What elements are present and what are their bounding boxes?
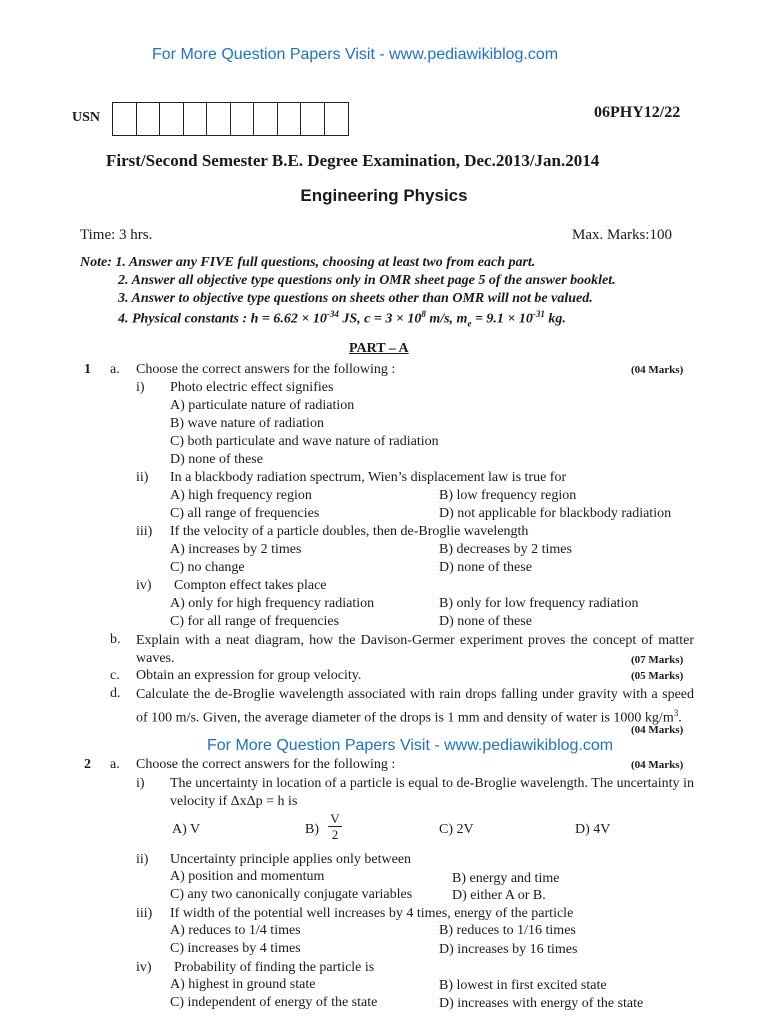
- q1-iii-option-a: A) increases by 2 times: [170, 542, 302, 557]
- q2-i-option-d: D) 4V: [575, 822, 611, 837]
- q1-c-marks: (05 Marks): [631, 670, 684, 682]
- q1-c-text: Obtain an expression for group velocity.: [136, 668, 362, 683]
- q1-ii-label: ii): [136, 470, 149, 485]
- q1-iv-option-c: C) for all range of frequencies: [170, 614, 340, 629]
- q2-iv-option-d: D) increases with energy of the state: [439, 996, 644, 1011]
- q2-ii-option-a: A) position and momentum: [170, 869, 325, 884]
- q1-i-label: i): [136, 380, 145, 395]
- banner-mid[interactable]: For More Question Papers Visit - www.pediawikiblog.com: [207, 737, 614, 754]
- q1-d-text: Calculate the de-Broglie wavelength associated with rain drops falling under gravity with a speed of 100 m/s. Given, the average diameter of the drops is 1 mm and density of water is 1000 $kg/m^3$.: [136, 687, 694, 726]
- usn-digit-box[interactable]: [137, 103, 161, 135]
- q1-d-label: d.: [110, 686, 121, 701]
- q1-iv-text: Compton effect takes place: [174, 578, 327, 593]
- q2-ii-text: Uncertainty principle applies only between: [170, 852, 412, 867]
- q2-i-option-b-fraction: [328, 812, 342, 842]
- usn-digit-box[interactable]: [160, 103, 184, 135]
- q1-ii-option-a: A) high frequency region: [170, 488, 312, 503]
- q1-iv-label: iv): [136, 578, 152, 593]
- q1-i-option-d: D) none of these: [170, 452, 263, 467]
- q2-iv-option-b: B) lowest in first excited state: [439, 978, 607, 993]
- q1-a-label: a.: [110, 362, 120, 377]
- paper-code: 06PHY12/22: [594, 104, 681, 121]
- q2-i-label: i): [136, 776, 145, 791]
- q2-ii-option-b: B) energy and time: [452, 871, 560, 886]
- max-marks-label: Max. Marks:100: [572, 227, 672, 243]
- q2-a-label: a.: [110, 757, 120, 772]
- q2-iv-option-c: C) independent of energy of the state: [170, 995, 378, 1010]
- note-4: 4. Physical constants : $h = 6.62 \times 10^{-34}$ JS, $c = 3 \times 10^8$ m/s, $m_e = 9.1 \times 10^{-31}$ kg.: [118, 309, 566, 329]
- q1-iii-option-b: B) decreases by 2 times: [439, 542, 572, 557]
- q2-iii-option-c: C) increases by 4 times: [170, 941, 301, 956]
- usn-boxes[interactable]: [112, 102, 349, 136]
- q1-a-marks: (04 Marks): [631, 364, 684, 376]
- usn-label: USN: [72, 110, 101, 125]
- usn-digit-box[interactable]: [325, 103, 349, 135]
- q2-iii-option-b: B) reduces to 1/16 times: [439, 923, 576, 938]
- banner-top[interactable]: For More Question Papers Visit - www.pediawikiblog.com: [152, 46, 559, 63]
- fraction-numerator: V: [328, 812, 342, 827]
- usn-digit-box[interactable]: [301, 103, 325, 135]
- q1-i-option-b: B) wave nature of radiation: [170, 416, 324, 431]
- q1-ii-option-d: D) not applicable for blackbody radiation: [439, 506, 672, 521]
- q2-iv-label: iv): [136, 960, 152, 975]
- q1-number: 1: [84, 362, 91, 377]
- q2-i-option-b: B): [305, 822, 319, 837]
- part-a-heading: PART – A: [349, 341, 409, 356]
- q1-i-text: Photo electric effect signifies: [170, 380, 334, 395]
- q2-a-marks: (04 Marks): [631, 759, 684, 771]
- q2-iii-option-a: A) reduces to 1/4 times: [170, 923, 301, 938]
- usn-digit-box[interactable]: [231, 103, 255, 135]
- q2-ii-option-c: C) any two canonically conjugate variables: [170, 887, 413, 902]
- usn-digit-box[interactable]: [113, 103, 137, 135]
- fraction-denominator: 2: [331, 827, 339, 842]
- q1-ii-option-c: C) all range of frequencies: [170, 506, 320, 521]
- q2-iii-label: iii): [136, 906, 153, 921]
- q1-b-label: b.: [110, 632, 121, 647]
- q1-i-option-c: C) both particulate and wave nature of radiation: [170, 434, 439, 449]
- exam-title: First/Second Semester B.E. Degree Examination, Dec.2013/Jan.2014: [106, 151, 600, 170]
- q1-iii-option-c: C) no change: [170, 560, 245, 575]
- q1-iv-option-d: D) none of these: [439, 614, 532, 629]
- q1-iv-option-b: B) only for low frequency radiation: [439, 596, 639, 611]
- q2-iv-text: Probability of finding the particle is: [174, 960, 375, 975]
- q1-b-text: Explain with a neat diagram, how the Davison-Germer experiment proves the concept of matter waves.: [136, 633, 694, 666]
- q1-iv-option-a: A) only for high frequency radiation: [170, 596, 375, 611]
- q2-number: 2: [84, 757, 91, 772]
- q1-b-marks: (07 Marks): [631, 654, 684, 666]
- q1-iii-option-d: D) none of these: [439, 560, 532, 575]
- note-1: Note: 1. Answer any FIVE full questions, choosing at least two from each part.: [80, 255, 536, 270]
- q1-a-text: Choose the correct answers for the following :: [136, 362, 396, 377]
- q1-iii-label: iii): [136, 524, 153, 539]
- subject-title: Engineering Physics: [300, 186, 468, 205]
- q2-iv-option-a: A) highest in ground state: [170, 977, 316, 992]
- q2-iii-option-d: D) increases by 16 times: [439, 942, 578, 957]
- q1-d-marks: (04 Marks): [631, 724, 684, 736]
- q2-ii-label: ii): [136, 852, 149, 867]
- time-label: Time: 3 hrs.: [80, 227, 153, 243]
- note-2: 2. Answer all objective type questions only in OMR sheet page 5 of the answer booklet.: [118, 273, 616, 288]
- usn-digit-box[interactable]: [207, 103, 231, 135]
- usn-digit-box[interactable]: [254, 103, 278, 135]
- q2-i-option-a: A) V: [172, 822, 201, 837]
- q2-a-text: Choose the correct answers for the following :: [136, 757, 396, 772]
- q2-i-text: The uncertainty in location of a particle is equal to de-Broglie wavelength. The uncertainty in velocity if ΔxΔp = h is: [170, 776, 694, 809]
- usn-digit-box[interactable]: [278, 103, 302, 135]
- q1-c-label: c.: [110, 668, 120, 683]
- note-3: 3. Answer to objective type questions on sheets other than OMR will not be valued.: [118, 291, 593, 306]
- q1-iii-text: If the velocity of a particle doubles, then de-Broglie wavelength: [170, 524, 529, 539]
- q2-ii-option-d: D) either A or B.: [452, 888, 546, 903]
- q1-ii-text: In a blackbody radiation spectrum, Wien’s displacement law is true for: [170, 470, 567, 485]
- q2-i-option-c: C) 2V: [439, 822, 474, 837]
- usn-digit-box[interactable]: [184, 103, 208, 135]
- q1-ii-option-b: B) low frequency region: [439, 488, 577, 503]
- q1-i-option-a: A) particulate nature of radiation: [170, 398, 355, 413]
- q2-iii-text: If width of the potential well increases by 4 times, energy of the particle: [170, 906, 574, 921]
